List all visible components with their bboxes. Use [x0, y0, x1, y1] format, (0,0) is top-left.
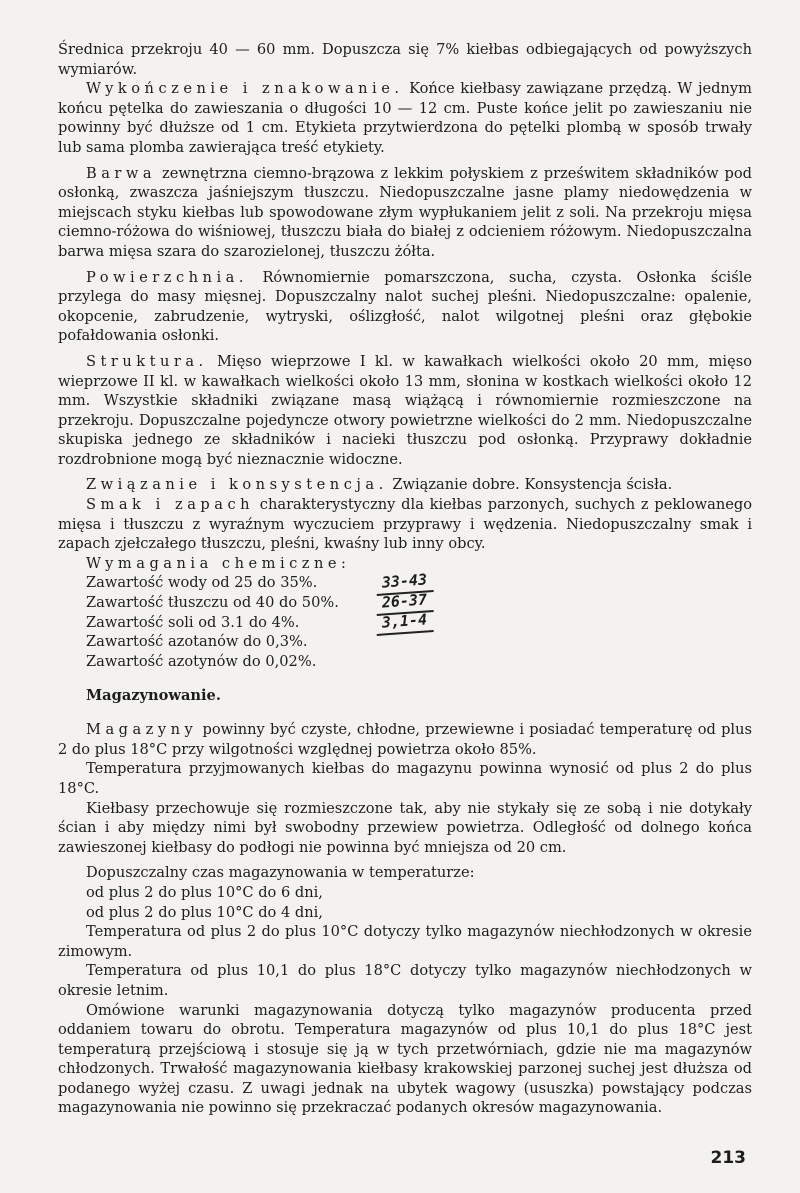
chem-heading: Wymagania chemiczne:: [86, 554, 351, 572]
page-text: [58, 40, 752, 1118]
paragraph-surface: [58, 268, 752, 346]
chem-item: [58, 570, 752, 593]
paragraph-structure: [58, 352, 752, 470]
chem-list: [58, 570, 752, 671]
lead-taste: Smak i zapach: [86, 496, 255, 514]
chem-text: Zawartość wody od 25 do 35%.: [86, 574, 318, 592]
paragraph-storage-time: Dopuszczalny czas magazynowania w temperaturze:: [86, 864, 475, 882]
handwritten-note: 26-37: [375, 590, 434, 616]
chem-text: Zawartość azotanów do 0,3%.: [86, 633, 308, 651]
paragraph-color: [58, 164, 752, 262]
text-surface: Równomiernie pomarszczona, sucha, czysta. Osłonka ściśle przylega do masy mięsnej. Dopuszczalny nalot suchej pleśni. Niedopuszczalne: opalenie, okopcenie, zabrudzenie, wytryski, oślizgłość, nalot wilgotnej pleśni oraz głębokie pofałdowania osłonki.: [58, 268, 752, 345]
text-finishing: Końce kiełbasy zawiązane przędzą. W jednym końcu pętelka do zawieszania o długości 10 — 12 cm. Puste końce jelit po zawieszaniu nie powinny być dłuższe od 1 cm. Etykieta przytwierdzona do pętelki plombą w sposób trwały lub sama plomba zawierająca treść etykiety.: [58, 80, 752, 156]
paragraph-winter: Temperatura od plus 2 do plus 10°C dotyczy tylko magazynów niechłodzonych w okresie zimowym.: [58, 923, 752, 960]
text-color: zewnętrzna ciemno-brązowa z lekkim połyskiem z prześwitem składników pod osłonką, zwaszcza jaśniejszym tłuszczu. Niedopuszczalne jasne plamy niedowędzenia w miejscach styku kiełbas lub spowodowane złym wypłukaniem jelit z soli. Na przekroju mięsa ciemno-różowa do wiśniowej, tłuszczu biała do białej z odcieniem różowym. Niedopuszczalna barwa mięsa szara do szarozielonej, tłuszczu żółta.: [58, 164, 752, 260]
lead-color: Barwa: [86, 164, 157, 182]
paragraph-summer: Temperatura od plus 10,1 do plus 18°C dotyczy tylko magazynów niechłodzonych w okresie letnim.: [58, 962, 752, 999]
paragraph-range-2: od plus 2 do plus 10°C do 4 dni,: [86, 903, 323, 921]
paragraph-binding: [58, 475, 752, 495]
paragraph-taste: [58, 495, 752, 554]
handwritten-note: 33-43: [375, 570, 434, 596]
lead-binding: Związanie i konsystencja.: [86, 476, 388, 494]
chem-item: [58, 652, 752, 672]
paragraph-diameter: Średnica przekroju 40 — 60 mm. Dopuszcza się 7% kiełbas odbiegających od powyższych wymiarów.: [58, 41, 752, 78]
lead-structure: Struktura.: [86, 352, 208, 370]
text-binding: Związanie dobre. Konsystencja ścisła.: [387, 476, 673, 494]
chem-item: [58, 610, 752, 633]
paragraph-range-1: od plus 2 do plus 10°C do 6 dni,: [86, 883, 323, 901]
lead-warehouses: Magazyny: [86, 721, 198, 739]
paragraph-finishing: [58, 79, 752, 157]
chem-text: Zawartość azotynów do 0,02%.: [86, 652, 317, 670]
text-warehouses: powinny być czyste, chłodne, przewiewne i posiadać temperaturę od plus 2 do plus 18°C przy wilgotności względnej powietrza około 85%.: [58, 721, 752, 758]
handwritten-note: 3,1-4: [375, 610, 434, 636]
paragraph-placement: Kiełbasy przechowuje się rozmieszczone tak, aby nie stykały się ze sobą i nie dotykały ścian i aby między nimi był swobodny przewiew powietrza. Odległość od dolnego końca zawieszonej kiełbasy do podłogi nie powinna być mniejsza od 20 cm.: [58, 799, 752, 856]
text-structure: Mięso wieprzowe I kl. w kawałkach wielkości około 20 mm, mięso wieprzowe II kl. w kawałkach wielkości około 13 mm, słonina w kostkach wielkości około 12 mm. Wszystkie składniki związane masą wiążącą i równomiernie rozmieszczone na przekroju. Dopuszczalne pojedyncze otwory powietrzne wielkości do 2 mm. Niedopuszczalne skupiska jednego ze składników i nacieki tłuszczu pod osłonką. Przyprawy dokładnie rozdrobnione mogą być nieznacznie widoczne.: [58, 352, 752, 468]
text-taste: charakterystyczny dla kiełbas parzonych, suchych z peklowanego mięsa i tłuszczu z wyraźnym wyczuciem przyprawy i wędzenia. Niedopuszczalny smak i zapach zjełczałego tłuszczu, pleśni, kwaśny lub inny obcy.: [58, 496, 752, 553]
paragraph-intake-temp: Temperatura przyjmowanych kiełbas do magazynu powinna wynosić od plus 2 do plus 18°C.: [58, 760, 752, 797]
lead-surface: Powierzchnia.: [86, 268, 248, 286]
chem-item: [58, 632, 752, 652]
paragraph-warehouses: [58, 720, 752, 759]
page-number: 213: [710, 1148, 746, 1168]
chem-text: Zawartość tłuszczu od 40 do 50%.: [86, 594, 339, 612]
paragraph-conditions: Omówione warunki magazynowania dotyczą tylko magazynów producenta przed oddaniem towaru do obrotu. Temperatura magazynów od plus 10,1 do plus 18°C jest temperaturą przejściową i stosuje się ją w tych przetwórniach, gdzie nie ma magazynów chłodzonych. Trwałość magazynowania kiełbasy krakowskiej parzonej suchej jest dłuższa od podanego wyżej czasu. Z uwagi jednak na ubytek wagowy (ususzka) powstający podczas magazynowania nie powinno się przekraczać podanych okresów magazynowania.: [58, 1001, 752, 1117]
lead-finishing: Wykończenie i znakowanie.: [86, 80, 404, 98]
chem-text: Zawartość soli od 3.1 do 4%.: [86, 613, 300, 631]
storage-heading: Magazynowanie.: [86, 687, 221, 704]
chem-item: [58, 590, 752, 613]
